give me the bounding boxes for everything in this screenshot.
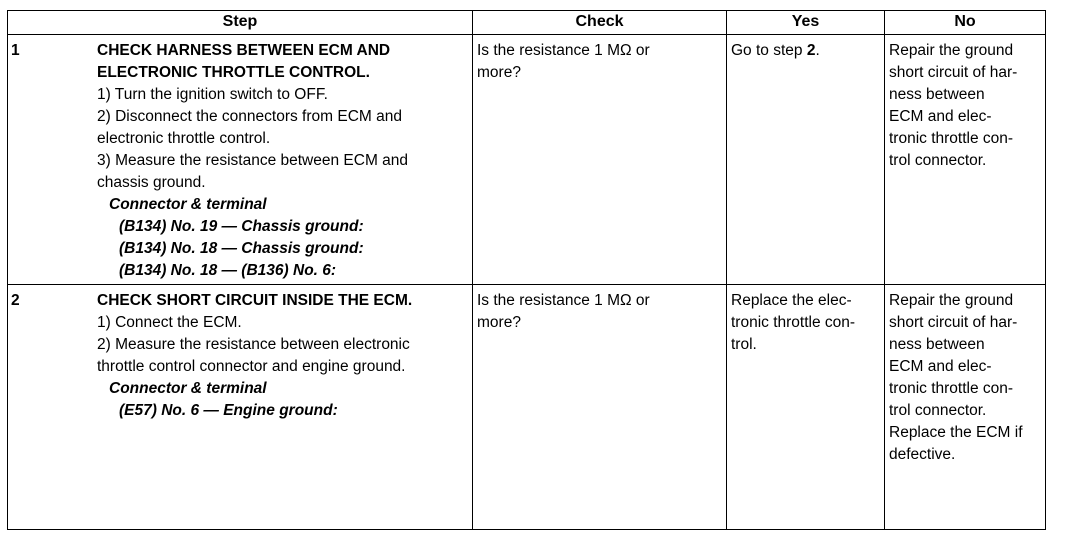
connector-item: (B134) No. 19 — Chassis ground: [119, 218, 364, 235]
check-cell [473, 285, 727, 530]
diagnostic-table [7, 10, 1046, 530]
no-text: Repair the ground [889, 292, 1014, 309]
no-text: tronic throttle con- [889, 380, 1014, 397]
no-text: ECM and elec- [889, 108, 992, 125]
no-text: short circuit of har- [889, 314, 1018, 331]
substep: 2) Disconnect the connectors from ECM and [97, 108, 402, 125]
step-title: CHECK HARNESS BETWEEN ECM AND [97, 42, 391, 59]
yes-step-number: 2 [806, 42, 816, 59]
substep: 3) Measure the resistance between ECM and [97, 152, 409, 169]
check-text: more? [477, 64, 521, 81]
no-text: Repair the ground [889, 42, 1014, 59]
header-step: Step [8, 11, 473, 35]
header-check: Check [473, 11, 727, 35]
connector-item: (E57) No. 6 — Engine ground: [119, 402, 338, 419]
yes-prefix: Go to step [731, 42, 807, 59]
header-row [8, 11, 1046, 35]
no-text: ness between [889, 86, 985, 103]
no-text: trol connector. [889, 402, 987, 419]
check-cell [473, 35, 727, 285]
step-title: ELECTRONIC THROTTLE CONTROL. [97, 64, 370, 81]
step-body [97, 285, 472, 422]
table-row [8, 285, 1046, 530]
connector-item: (B134) No. 18 — (B136) No. 6: [119, 262, 337, 279]
no-cell [885, 285, 1046, 530]
yes-text: trol. [731, 336, 757, 353]
step-cell [8, 285, 473, 530]
no-text: Replace the ECM if [889, 424, 1023, 441]
substep: 1) Turn the ignition switch to OFF. [97, 86, 328, 103]
yes-text: tronic throttle con- [731, 314, 856, 331]
no-cell [885, 35, 1046, 285]
check-text: Is the resistance 1 MΩ or [477, 42, 650, 59]
connector-item: (B134) No. 18 — Chassis ground: [119, 240, 364, 257]
step-title: CHECK SHORT CIRCUIT INSIDE THE ECM. [97, 292, 413, 309]
check-text: more? [477, 314, 521, 331]
step-cell [8, 35, 473, 285]
substep: throttle control connector and engine ground. [97, 358, 406, 375]
step-number: 2 [11, 292, 20, 309]
no-text: short circuit of har- [889, 64, 1018, 81]
check-text: Is the resistance 1 MΩ or [477, 292, 650, 309]
header-no: No [885, 11, 1046, 35]
connector-title: Connector & terminal [109, 196, 267, 213]
yes-text [731, 40, 880, 62]
substep: chassis ground. [97, 174, 206, 191]
table-row [8, 35, 1046, 285]
substep: 1) Connect the ECM. [97, 314, 242, 331]
header-yes: Yes [727, 11, 885, 35]
connector-title: Connector & terminal [109, 380, 267, 397]
no-text: ECM and elec- [889, 358, 992, 375]
no-text: trol connector. [889, 152, 987, 169]
no-text: defective. [889, 446, 956, 463]
step-body [97, 35, 472, 282]
yes-cell [727, 35, 885, 285]
no-text: ness between [889, 336, 985, 353]
yes-suffix: . [815, 42, 820, 59]
no-text: tronic throttle con- [889, 130, 1014, 147]
yes-text: Replace the elec- [731, 292, 852, 309]
substep: 2) Measure the resistance between electronic [97, 336, 410, 353]
substep: electronic throttle control. [97, 130, 271, 147]
step-number: 1 [11, 42, 20, 59]
yes-cell [727, 285, 885, 530]
